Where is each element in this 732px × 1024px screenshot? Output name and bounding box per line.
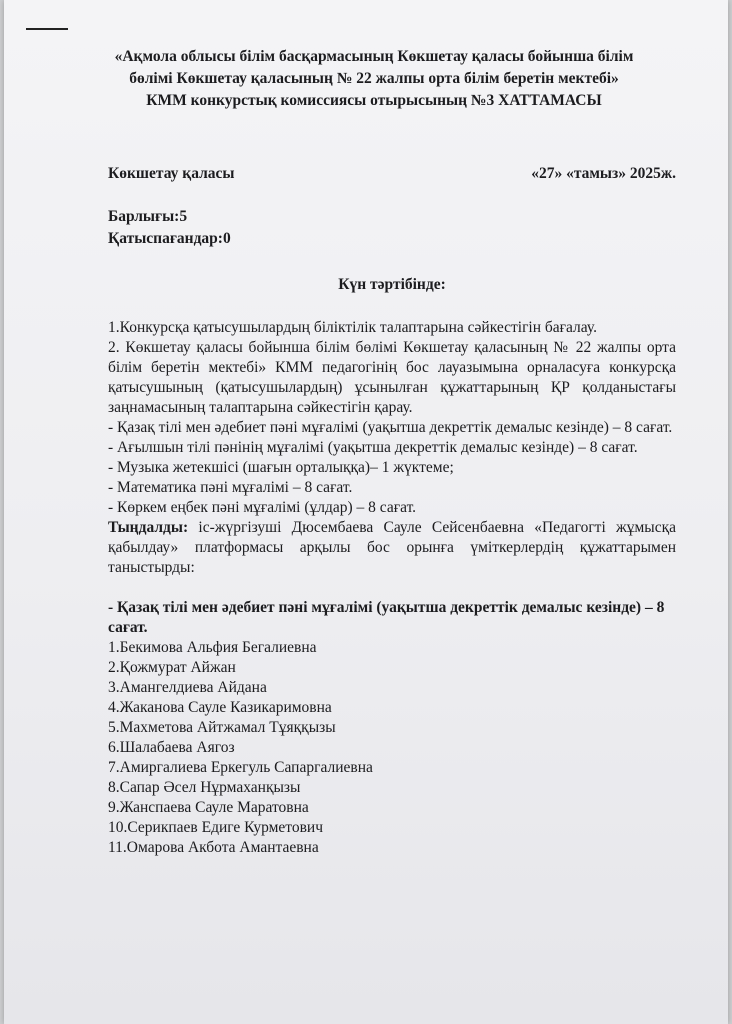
agenda-item-2: 2. Көкшетау қаласы бойынша білім бөлімі Көкшетау қаласының № 22 жалпы орта білім беретін мектебі» КММ педагогінің бос лауазымына орналасуға конкурсқа қатысушының (қатысушылардың) ұсынылған құжаттарының ҚР қолданыстағы заңнамасының талаптарына сәйкестігін қарау. — [108, 339, 676, 416]
list-item: 5.Махметова Айтжамал Тұяққызы — [108, 719, 336, 736]
agenda-heading: Күн тәртібінде: — [338, 276, 446, 293]
vacancy-item: - Математика пәні мұғалімі – 8 сағат. — [108, 479, 353, 496]
vacancy-item: - Қазақ тілі мен әдебиет пәні мұғалімі (уақытша декреттік демалыс кезінде) – 8 сағат. — [108, 419, 673, 436]
listened-text: іс-жүргізуші Дюсембаева Сауле Сейсенбаевна «Педагогті жұмысқа қабылдау» платформасы арқылы бос орынға үміткерлердің құжаттарымен таныстырды: — [108, 519, 676, 576]
list-item: 1.Бекимова Альфия Бегалиевна — [108, 639, 317, 656]
list-item: 6.Шалабаева Аягоз — [108, 739, 235, 756]
vacancy-item: - Музыка жетекшісі (шағын орталыққа)– 1 жүктеме; — [108, 459, 454, 476]
place-date-row — [108, 165, 676, 183]
city-label: Көкшетау қаласы — [108, 165, 235, 182]
listened-label: Тыңдалды: — [108, 519, 189, 536]
list-item: 10.Серикпаев Едиге Курметович — [108, 819, 324, 836]
list-item: 8.Сапар Әсел Нұрмаханқызы — [108, 779, 301, 796]
vacancy-item: - Ағылшын тілі пәнінің мұғалімі (уақытша декреттік демалыс кезінде) – 8 сағат. — [108, 439, 638, 456]
list-item: 7.Амиргалиева Еркегуль Сапаргалиевна — [108, 759, 373, 776]
list-item: 11.Омарова Акбота Амантаевна — [108, 839, 319, 856]
total-count: Барлығы:5 — [108, 208, 188, 225]
absent-count: Қатыспағандар:0 — [108, 230, 231, 247]
attendance — [108, 206, 231, 250]
list-item: 3.Амангелдиева Айдана — [108, 679, 267, 696]
list-item: 4.Жаканова Сауле Казикаримовна — [108, 699, 332, 716]
document-title: «Ақмола облысы білім басқармасының Көкшетау қаласы бойынша білім бөлімі Көкшетау қаласының № 22 жалпы орта білім беретін мектебі» КММ конкурстық комиссиясы отырысының №3 ХАТТАМАСЫ — [114, 48, 634, 109]
document-page — [4, 0, 728, 1024]
list-item: 9.Жанспаева Сауле Маратовна — [108, 799, 309, 816]
list-item: 2.Қожмурат Айжан — [108, 659, 236, 676]
pen-mark — [26, 28, 68, 30]
date-label: «27» «тамыз» 2025ж. — [531, 165, 676, 182]
candidate-list — [108, 638, 676, 858]
section-heading: - Қазақ тілі мен әдебиет пәні мұғалімі (уақытша декреттік демалыс кезінде) – 8 сағат. — [108, 599, 665, 636]
listened-paragraph — [108, 518, 676, 578]
vacancy-item: - Көркем еңбек пәні мұғалімі (ұлдар) – 8 сағат. — [108, 499, 417, 516]
document-body — [108, 318, 676, 858]
agenda-item-1: 1.Конкурсқа қатысушылардың біліктілік талаптарына сәйкестігін бағалау. — [108, 319, 597, 336]
